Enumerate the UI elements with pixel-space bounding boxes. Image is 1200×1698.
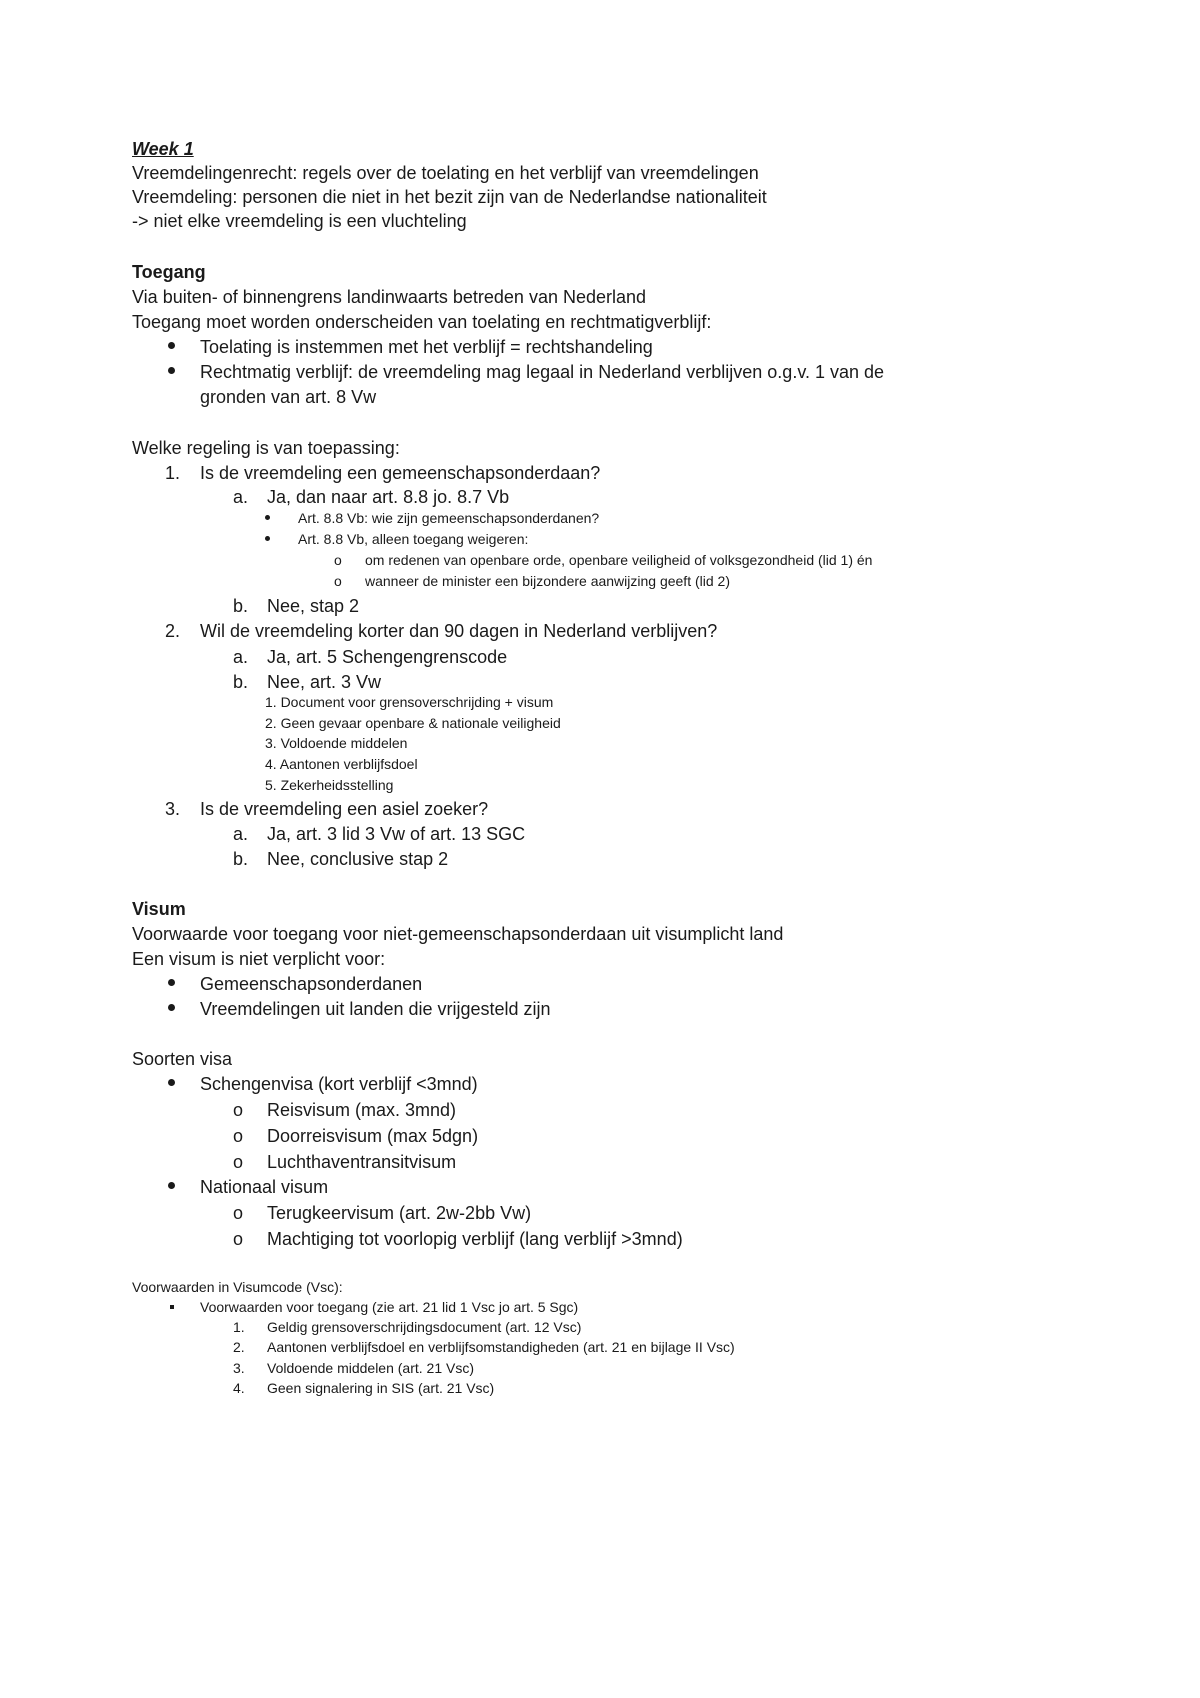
bullet-dot-icon [168,1004,175,1011]
soorten-bullet-text: Schengenvisa (kort verblijf <3mnd) [200,1074,478,1094]
bullet-dot-icon [168,979,175,986]
toegang-text: Via buiten- of binnengrens landinwaarts betreden van Nederland [132,287,647,307]
intro-note: -> niet elke vreemdeling is een vluchteling [132,211,467,231]
bullet-dot-icon [168,342,175,349]
visumcode-bullet-text: Voorwaarden voor toegang (zie art. 21 lid 1 Vsc jo art. 5 Sgc) [200,1299,579,1315]
question-text: Wil de vreemdeling korter dan 90 dagen in Nederland verblijven? [200,621,718,641]
list-number: 3. [165,799,181,819]
visum-text: Voorwaarde voor toegang voor niet-gemeenschapsonderdaan uit visumplicht land [132,924,784,944]
intro-definition-vreemdeling: Vreemdeling: personen die niet in het bezit zijn van de Nederlandse nationaliteit [132,187,767,207]
toegang-heading: Toegang [132,262,206,282]
visumcode-item-text: Geen signalering in SIS (art. 21 Vsc) [267,1380,495,1396]
list-number: 2. [165,621,181,641]
bullet-text: Art. 8.8 Vb: wie zijn gemeenschapsonderdanen? [298,510,600,526]
list-number: 2. [233,1339,245,1355]
regeling-heading: Welke regeling is van toepassing: [132,438,400,458]
visum-text: Een visum is niet verplicht voor: [132,949,386,969]
list-letter: a. [233,647,249,667]
list-letter: a. [233,487,249,507]
soorten-sub-text: Machtiging tot voorlopig verblijf (lang verblijf >3mnd) [267,1229,683,1249]
question-text: Is de vreemdeling een gemeenschapsonderdaan? [200,463,601,483]
soorten-sub-text: Reisvisum (max. 3mnd) [267,1100,457,1120]
bullet-text: Art. 8.8 Vb, alleen toegang weigeren: [298,531,529,547]
requirement-text: 5. Zekerheidsstelling [265,777,394,793]
list-letter: b. [233,849,249,869]
sub-text: wanneer de minister een bijzondere aanwijzing geeft (lid 2) [365,573,730,589]
sub-marker: o [233,1229,244,1249]
sub-text: om redenen van openbare orde, openbare veiligheid of volksgezondheid (lid 1) én [365,552,873,568]
visumcode-heading: Voorwaarden in Visumcode (Vsc): [132,1279,343,1295]
requirement-text: 1. Document voor grensoverschrijding + visum [265,694,554,710]
bullet-dot-icon [168,1079,175,1086]
visumcode-item-text: Voldoende middelen (art. 21 Vsc) [267,1360,475,1376]
toegang-bullet-text: Rechtmatig verblijf: de vreemdeling mag legaal in Nederland verblijven o.g.v. 1 van de [200,362,885,382]
bullet-dot-icon [265,536,270,541]
intro-definition-recht: Vreemdelingenrecht: regels over de toelating en het verblijf van vreemdelingen [132,163,759,183]
answer-text: Ja, art. 3 lid 3 Vw of art. 13 SGC [267,824,526,844]
answer-text: Ja, dan naar art. 8.8 jo. 8.7 Vb [267,487,510,507]
bullet-dot-icon [168,1182,175,1189]
answer-text: Nee, stap 2 [267,596,360,616]
list-number: 1. [233,1319,245,1335]
requirement-text: 2. Geen gevaar openbare & nationale veiligheid [265,715,561,731]
list-number: 3. [233,1360,245,1376]
visum-heading: Visum [132,899,186,919]
soorten-sub-text: Terugkeervisum (art. 2w-2bb Vw) [267,1203,532,1223]
sub-marker: o [334,573,342,589]
soorten-heading: Soorten visa [132,1049,233,1069]
bullet-dot-icon [168,367,175,374]
sub-marker: o [233,1152,244,1172]
sub-marker: o [233,1126,244,1146]
soorten-sub-text: Luchthaventransitvisum [267,1152,457,1172]
week-heading: Week 1 [132,139,194,159]
answer-text: Nee, conclusive stap 2 [267,849,449,869]
list-letter: b. [233,596,249,616]
soorten-sub-text: Doorreisvisum (max 5dgn) [267,1126,479,1146]
bullet-square-icon [170,1305,174,1309]
requirement-text: 4. Aantonen verblijfsdoel [265,756,418,772]
answer-text: Nee, art. 3 Vw [267,672,382,692]
list-number: 1. [165,463,181,483]
sub-marker: o [233,1100,244,1120]
toegang-text: Toegang moet worden onderscheiden van toelating en rechtmatigverblijf: [132,312,712,332]
question-text: Is de vreemdeling een asiel zoeker? [200,799,489,819]
visum-bullet-text: Gemeenschapsonderdanen [200,974,423,994]
visumcode-item-text: Geldig grensoverschrijdingsdocument (art. 12 Vsc) [267,1319,582,1335]
list-letter: b. [233,672,249,692]
list-letter: a. [233,824,249,844]
bullet-dot-icon [265,515,270,520]
list-number: 4. [233,1380,245,1396]
requirement-text: 3. Voldoende middelen [265,735,408,751]
toegang-bullet-text: gronden van art. 8 Vw [200,387,377,407]
sub-marker: o [233,1203,244,1223]
answer-text: Ja, art. 5 Schengengrenscode [267,647,508,667]
visumcode-item-text: Aantonen verblijfsdoel en verblijfsomstandigheden (art. 21 en bijlage II Vsc) [267,1339,735,1355]
toegang-bullet-text: Toelating is instemmen met het verblijf = rechtshandeling [200,337,653,357]
sub-marker: o [334,552,342,568]
visum-bullet-text: Vreemdelingen uit landen die vrijgesteld zijn [200,999,551,1019]
soorten-bullet-text: Nationaal visum [200,1177,329,1197]
